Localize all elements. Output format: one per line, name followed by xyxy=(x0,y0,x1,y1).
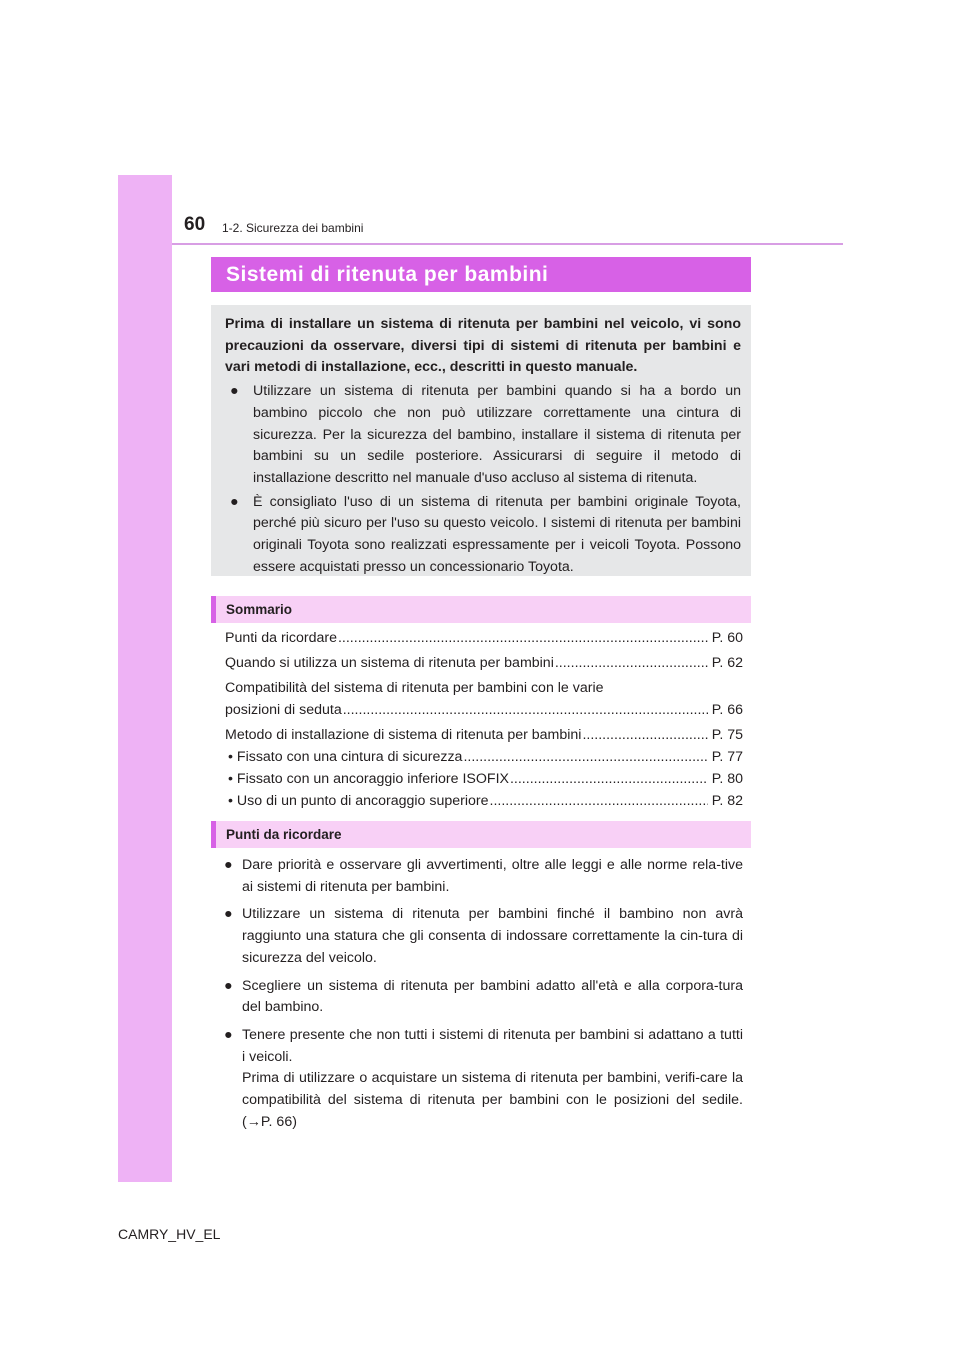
toc-leader xyxy=(463,746,707,768)
summary-toc xyxy=(225,627,743,812)
points-bullet-text: Dare priorità e osservare gli avvertimenti, oltre alle leggi e alle norme rela-tive ai sistemi di ritenuta per bambini. xyxy=(242,857,743,895)
toc-entry-text: Punti da ricordare xyxy=(225,630,337,646)
bullet-icon: ● xyxy=(224,1026,233,1043)
intro-bullet-text: Utilizzare un sistema di ritenuta per bambini quando si ha a bordo un bambino piccolo che non può utilizzare correttamente una cintura di sicurezza. Per la sicurezza del bambino, installare il sistema di ritenuta per bambini su un sedile posteriore. Assicurarsi di seguire il metodo di installazione descritto nel manuale d'uso accluso al sistema di ritenuta. xyxy=(253,383,741,486)
toc-entry-text: Quando si utilizza un sistema di ritenuta per bambini xyxy=(225,655,554,671)
points-bullet xyxy=(214,904,743,969)
toc-entry-text: • Uso di un punto di ancoraggio superiore xyxy=(228,793,489,809)
toc-leader xyxy=(490,790,708,812)
toc-leader xyxy=(510,768,708,790)
toc-entry-text: posizioni di seduta xyxy=(225,702,342,718)
page-number: 60 xyxy=(184,214,206,235)
intro-bullet xyxy=(225,381,741,490)
toc-entry-text: • Fissato con un ancoraggio inferiore ISOFIX xyxy=(228,771,509,787)
chapter-sidebar-tab xyxy=(118,175,172,1182)
intro-bullet xyxy=(225,492,741,579)
toc-leader xyxy=(343,699,708,721)
intro-box xyxy=(211,305,751,576)
toc-leader xyxy=(338,627,708,649)
points-bullet-text: Scegliere un sistema di ritenuta per bambini adatto all'età e alla corpora-tura del bambino. xyxy=(242,977,743,1016)
bullet-icon: ● xyxy=(224,857,233,873)
points-bullet-continuation: Prima di utilizzare o acquistare un sistema di ritenuta per bambini, verifi-care la compatibilità del sistema di ritenuta per bambini con le posizioni del sedile. (→P. 66) xyxy=(242,1070,743,1130)
points-bullet-text: Tenere presente che non tutti i sistemi di ritenuta per bambini si adattano a tutti i veicoli. xyxy=(242,1026,743,1065)
toc-entry[interactable] xyxy=(225,652,743,674)
points-bullet xyxy=(214,976,743,1019)
bullet-icon: ● xyxy=(224,906,233,923)
toc-leader xyxy=(582,724,707,746)
toc-subentry[interactable] xyxy=(225,746,743,768)
intro-bullet-text: È consigliato l'uso di un sistema di ritenuta per bambini originale Toyota, perché più sicuro per l'uso su questo veicolo. I sistemi di ritenuta per bambini originali Toyota sono realizzati espressamente per i veicoli Toyota. Possono essere acquistati presso un concessionario Toyota. xyxy=(253,493,741,575)
points-list xyxy=(214,849,743,1133)
intro-lead: Prima di installare un sistema di ritenuta per bambini nel veicolo, vi sono precauzioni da osservare, diversi tipi di sistemi di ritenuta per bambini e vari metodi di installazione, ecc., descritti in questo manuale. xyxy=(225,316,741,376)
points-heading: Punti da ricordare xyxy=(211,821,751,848)
toc-entry[interactable] xyxy=(225,724,743,746)
toc-entry[interactable] xyxy=(225,699,743,721)
points-bullet xyxy=(214,1025,743,1134)
header-rule xyxy=(172,243,843,245)
toc-page-ref[interactable]: P. 66 xyxy=(711,702,743,718)
toc-page-ref[interactable]: P. 80 xyxy=(711,771,743,787)
toc-entry[interactable] xyxy=(225,627,743,649)
toc-page-ref[interactable]: P. 82 xyxy=(711,793,743,809)
toc-entry-text-line1: Compatibilità del sistema di ritenuta per bambini con le varie xyxy=(225,680,604,696)
page-title: Sistemi di ritenuta per bambini xyxy=(211,257,751,292)
toc-entry-text: Metodo di installazione di sistema di ritenuta per bambini xyxy=(225,727,582,743)
points-bullet xyxy=(214,855,743,898)
toc-page-ref[interactable]: P. 60 xyxy=(711,630,743,646)
toc-page-ref[interactable]: P. 75 xyxy=(711,727,743,743)
toc-leader xyxy=(555,652,708,674)
toc-subentry[interactable] xyxy=(225,768,743,790)
points-bullet-text: Utilizzare un sistema di ritenuta per bambini finché il bambino non avrà raggiunto una statura che gli consenta di indossare correttamente la cin-tura di sicurezza del veicolo. xyxy=(242,906,743,966)
bullet-icon: ● xyxy=(224,977,233,994)
toc-entry-text: • Fissato con una cintura di sicurezza xyxy=(228,749,463,765)
toc-page-ref[interactable]: P. 62 xyxy=(711,655,743,671)
model-code: CAMRY_HV_EL xyxy=(118,1226,221,1242)
toc-page-ref[interactable]: P. 77 xyxy=(711,749,743,765)
bullet-icon: ● xyxy=(230,493,239,510)
section-label: 1-2. Sicurezza dei bambini xyxy=(222,221,364,235)
bullet-icon: ● xyxy=(230,383,239,400)
summary-heading: Sommario xyxy=(211,596,751,623)
toc-subentry[interactable] xyxy=(225,790,743,812)
